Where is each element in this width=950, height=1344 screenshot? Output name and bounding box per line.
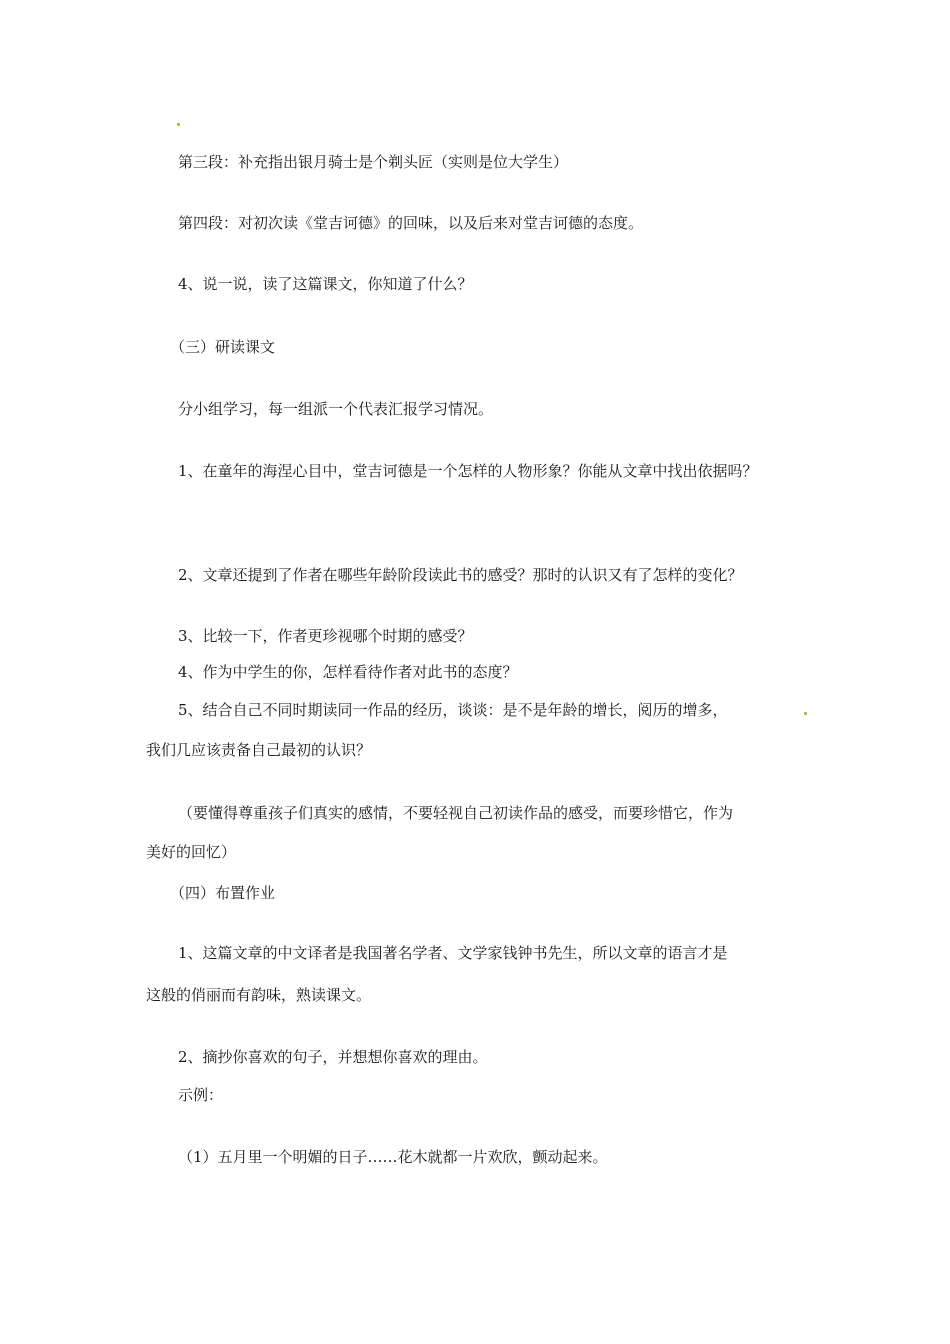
stray-mark [804, 712, 807, 715]
example-label: 示例： [178, 1086, 224, 1104]
note-line-1: （要懂得尊重孩子们真实的感情，不要轻视自己初读作品的感受，而要珍惜它，作为 [178, 804, 734, 822]
paragraph-line-1: 第三段：补充指出银月骑士是个剃头匠（实则是位大学生） [178, 153, 569, 171]
question-line-5-cont: 我们几应该责备自己最初的认识？ [146, 741, 372, 759]
paragraph-line-3: 分小组学习，每一组派一个代表汇报学习情况。 [178, 400, 494, 418]
homework-line-1: 1、这篇文章的中文译者是我国著名学者、文学家钱钟书先生，所以文章的语言才是 [178, 944, 728, 962]
question-line-5: 5、结合自己不同时期读同一作品的经历，谈谈：是不是年龄的增长，阅历的增多， [178, 701, 728, 719]
paragraph-line-2: 第四段：对初次读《堂吉诃德》的回味，以及后来对堂吉诃德的态度。 [178, 214, 644, 232]
question-line-1: 1、在童年的海涅心目中，堂吉诃德是一个怎样的人物形象？你能从文章中找出依据吗？ [178, 462, 758, 480]
homework-line-2: 2、摘抄你喜欢的句子，并想想你喜欢的理由。 [178, 1048, 488, 1066]
note-line-1-cont: 美好的回忆） [146, 843, 237, 861]
question-line-4b: 4、作为中学生的你，怎样看待作者对此书的态度？ [178, 663, 518, 681]
homework-line-1-cont: 这般的俏丽而有韵味，熟读课文。 [146, 986, 372, 1004]
question-line-2: 2、文章还提到了作者在哪些年龄阶段读此书的感受？那时的认识又有了怎样的变化？ [178, 566, 743, 584]
question-line-3: 3、比较一下，作者更珍视哪个时期的感受？ [178, 627, 473, 645]
section-heading-4: （四）布置作业 [170, 884, 276, 902]
stray-mark [177, 123, 180, 126]
section-heading-3: （三）研读课文 [170, 338, 276, 356]
question-line-4: 4、说一说，读了这篇课文，你知道了什么？ [178, 275, 473, 293]
example-line-1: （1）五月里一个明媚的日子……花木就都一片欢欣，颤动起来。 [178, 1148, 608, 1166]
